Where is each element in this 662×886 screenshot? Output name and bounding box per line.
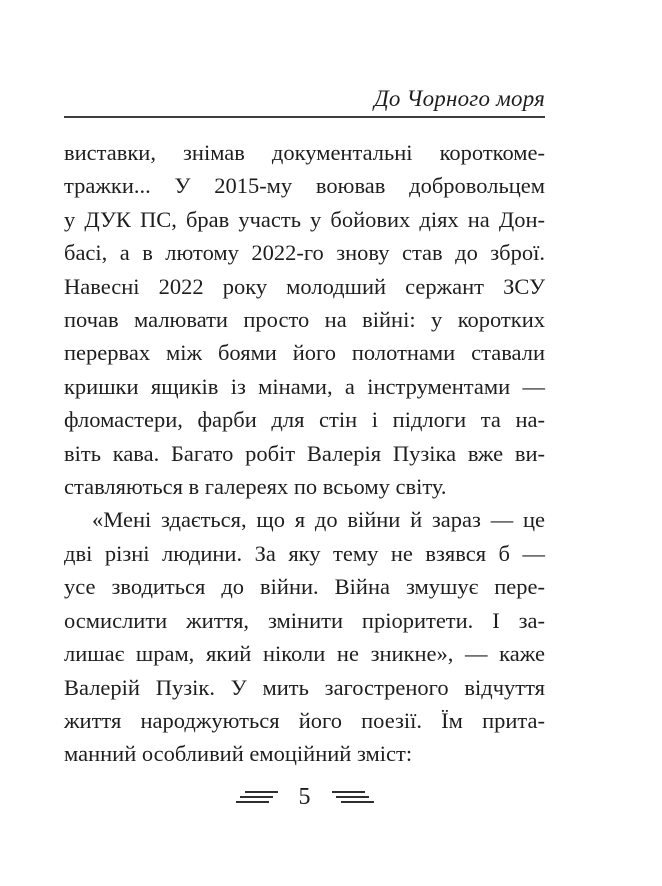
footer-ornament-right-icon	[332, 791, 374, 803]
text-line: віть кава. Багато робіт Валерія Пузіка вже ви-	[64, 440, 545, 466]
text-line: Валерій Пузік. У мить загостреного відчуття	[64, 674, 545, 700]
text-line: лишає шрам, який ніколи не зникне», — каже	[64, 641, 545, 667]
text-line: дві різні людини. За яку тему не взявся б —	[64, 540, 545, 566]
text-line: тражки... У 2015-му воював добровольцем	[64, 173, 545, 199]
body-text	[64, 136, 545, 771]
page-footer	[64, 782, 545, 812]
text-line: почав малювати просто на війні: у коротких	[64, 307, 545, 333]
running-header: До Чорного моря	[374, 86, 545, 111]
page-number: 5	[298, 784, 311, 810]
text-line: виставки, знімав документальні короткоме-	[64, 140, 545, 165]
text-line: у ДУК ПС, брав участь у бойових діях на Дон-	[64, 206, 545, 232]
header-rule	[64, 116, 545, 118]
text-line: усе зводиться до війни. Війна змушує пере-	[64, 574, 545, 600]
text-line: «Мені здається, що я до війни й зараз — це	[92, 507, 545, 533]
text-line: кришки ящиків із мінами, а інструментами —	[64, 373, 545, 399]
text-line: басі, а в лютому 2022-го знову став до зброї.	[64, 240, 545, 266]
text-line: Навесні 2022 року молодший сержант ЗСУ	[64, 273, 545, 299]
text-line: перервах між боями його полотнами ставали	[64, 340, 545, 366]
text-line: ставляються в галереях по всьому світу.	[64, 474, 447, 500]
text-line: манний особливий емоційний зміст:	[64, 741, 413, 767]
text-line: життя народжуються його поезії. Їм прита-	[64, 707, 545, 733]
footer-ornament-left-icon	[236, 791, 278, 803]
text-line: фломастери, фарби для стін і підлоги та на-	[64, 407, 545, 433]
text-line: осмислити життя, змінити пріоритети. І за-	[64, 607, 545, 633]
